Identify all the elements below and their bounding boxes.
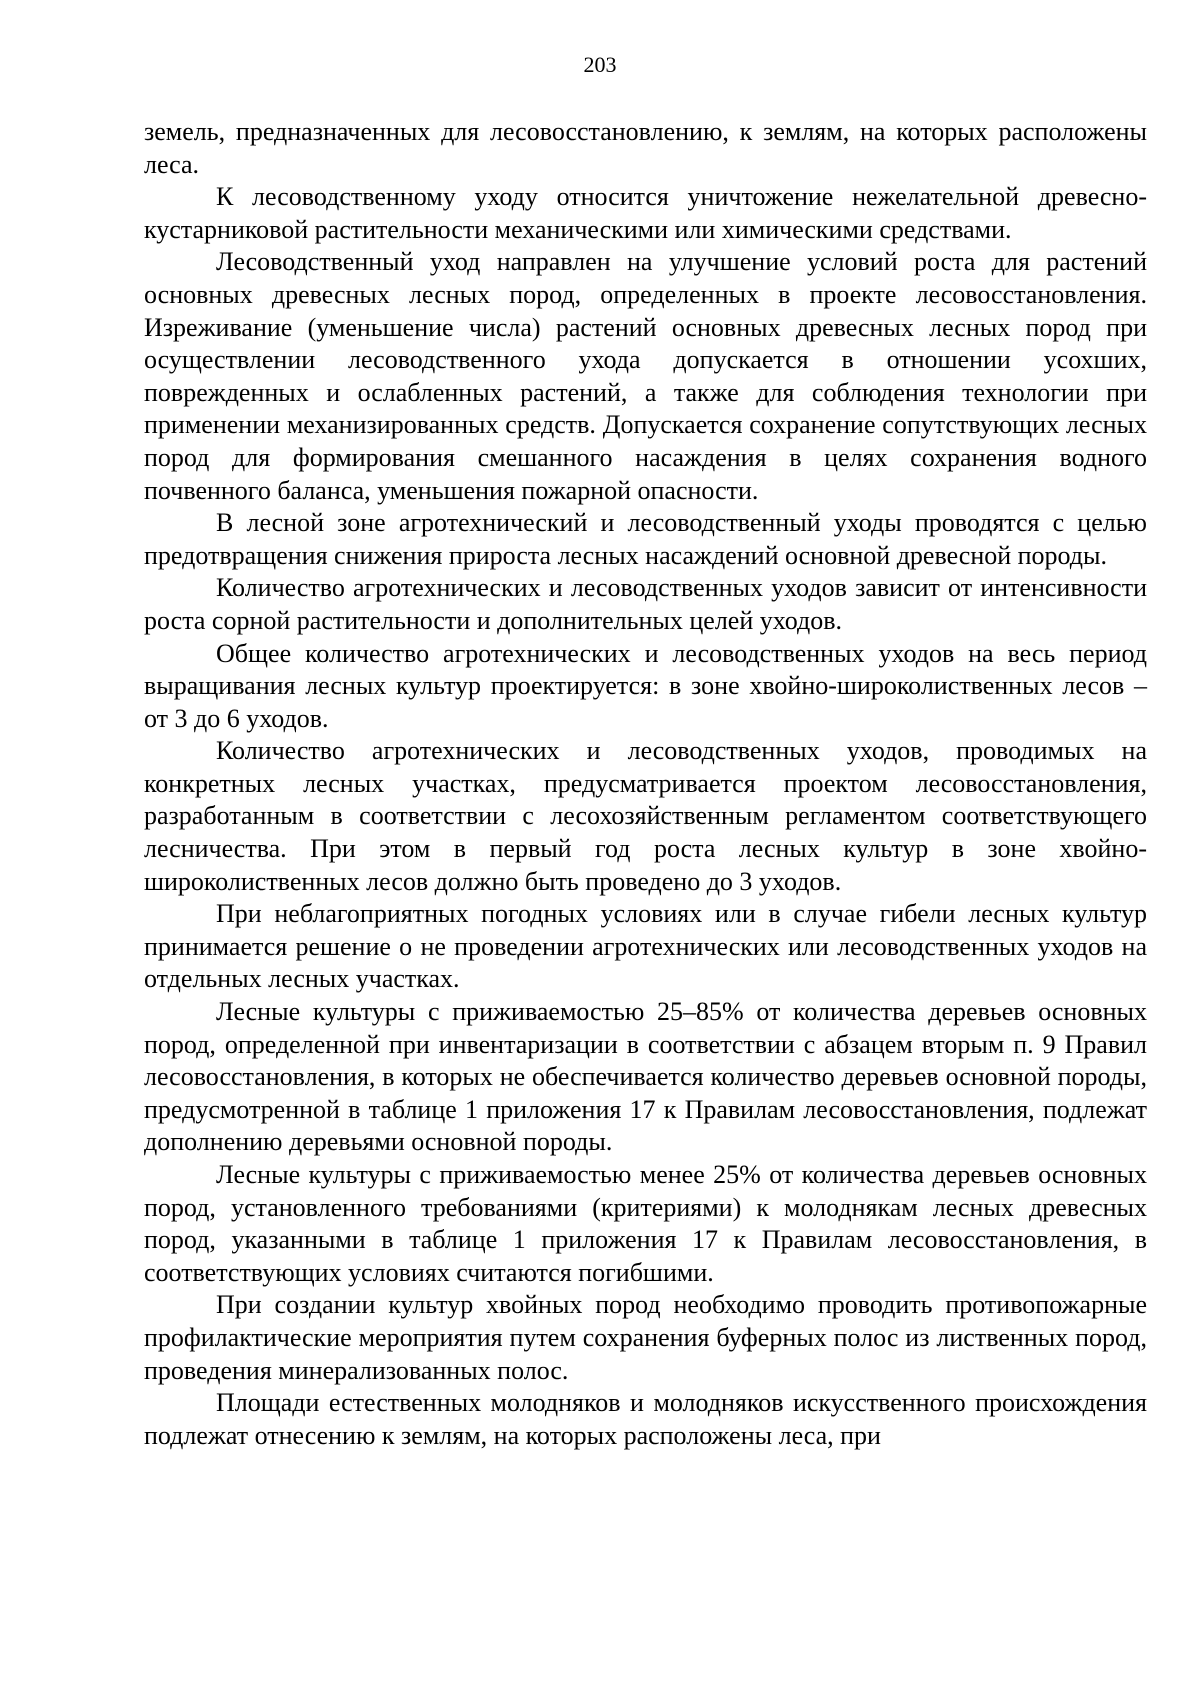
paragraph: Общее количество агротехнических и лесоводственных уходов на весь период выращивания лесных культур проектируется: в зоне хвойно-широколиственных лесов – от 3 до 6 уходов. — [144, 638, 1147, 733]
paragraph: Лесные культуры с приживаемостью менее 25% от количества деревьев основных пород, установленного требованиями (критериями) к молоднякам лесных древесных пород, указанными в таблице 1 приложения 17 к Правилам лесовосстановления, в соответствующих условиях считаются погибшими. — [144, 1160, 1147, 1287]
page-number: 203 — [583, 52, 617, 77]
paragraph: Количество агротехнических и лесоводственных уходов зависит от интенсивности роста сорной растительности и дополнительных целей уходов. — [144, 573, 1147, 635]
paragraph-truncated: Площади естественных молодняков и молодняков искусственного происхождения подлежат отнесению к землям, на которых расположены леса, при — [144, 1388, 1147, 1450]
paragraph: При неблагоприятных погодных условиях или в случае гибели лесных культур принимается решение о не проведении агротехнических или лесоводственных уходов на отдельных лесных участках. — [144, 899, 1147, 994]
paragraph: При создании культур хвойных пород необходимо проводить противопожарные профилактические мероприятия путем сохранения буферных полос из лиственных пород, проведения минерализованных полос. — [144, 1290, 1147, 1385]
paragraph: К лесоводственному уходу относится уничтожение нежелательной древесно-кустарниковой растительности механическими или химическими средствами. — [144, 182, 1147, 244]
paragraph: Лесоводственный уход направлен на улучшение условий роста для растений основных древесных лесных пород, определенных в проекте лесовосстановления. Изреживание (уменьшение числа) растений основных древесных лесных пород при осуществлении лесоводственного ухода допускается в отношении усохших, поврежденных и ослабленных растений, а также для соблюдения технологии при применении механизированных средств. Допускается сохранение сопутствующих лесных пород для формирования смешанного насаждения в целях сохранения водного почвенного баланса, уменьшения пожарной опасности. — [144, 247, 1147, 505]
paragraph: Количество агротехнических и лесоводственных уходов, проводимых на конкретных лесных участках, предусматривается проектом лесовосстановления, разработанным в соответствии с лесохозяйственным регламентом соответствующего лесничества. При этом в первый год роста лесных культур в зоне хвойно-широколиственных лесов должно быть проведено до 3 уходов. — [144, 736, 1147, 896]
document-body — [144, 116, 1147, 1452]
paragraph: В лесной зоне агротехнический и лесоводственный уходы проводятся с целью предотвращения снижения прироста лесных насаждений основной древесной породы. — [144, 508, 1147, 570]
paragraph-continuation: земель, предназначенных для лесовосстановлению, к землям, на которых расположены леса. — [144, 117, 1147, 179]
paragraph: Лесные культуры с приживаемостью 25–85% от количества деревьев основных пород, определенной при инвентаризации в соответствии с абзацем вторым п. 9 Правил лесовосстановления, в которых не обеспечивается количество деревьев основной породы, предусмотренной в таблице 1 приложения 17 к Правилам лесовосстановления, подлежат дополнению деревьями основной породы. — [144, 997, 1147, 1157]
